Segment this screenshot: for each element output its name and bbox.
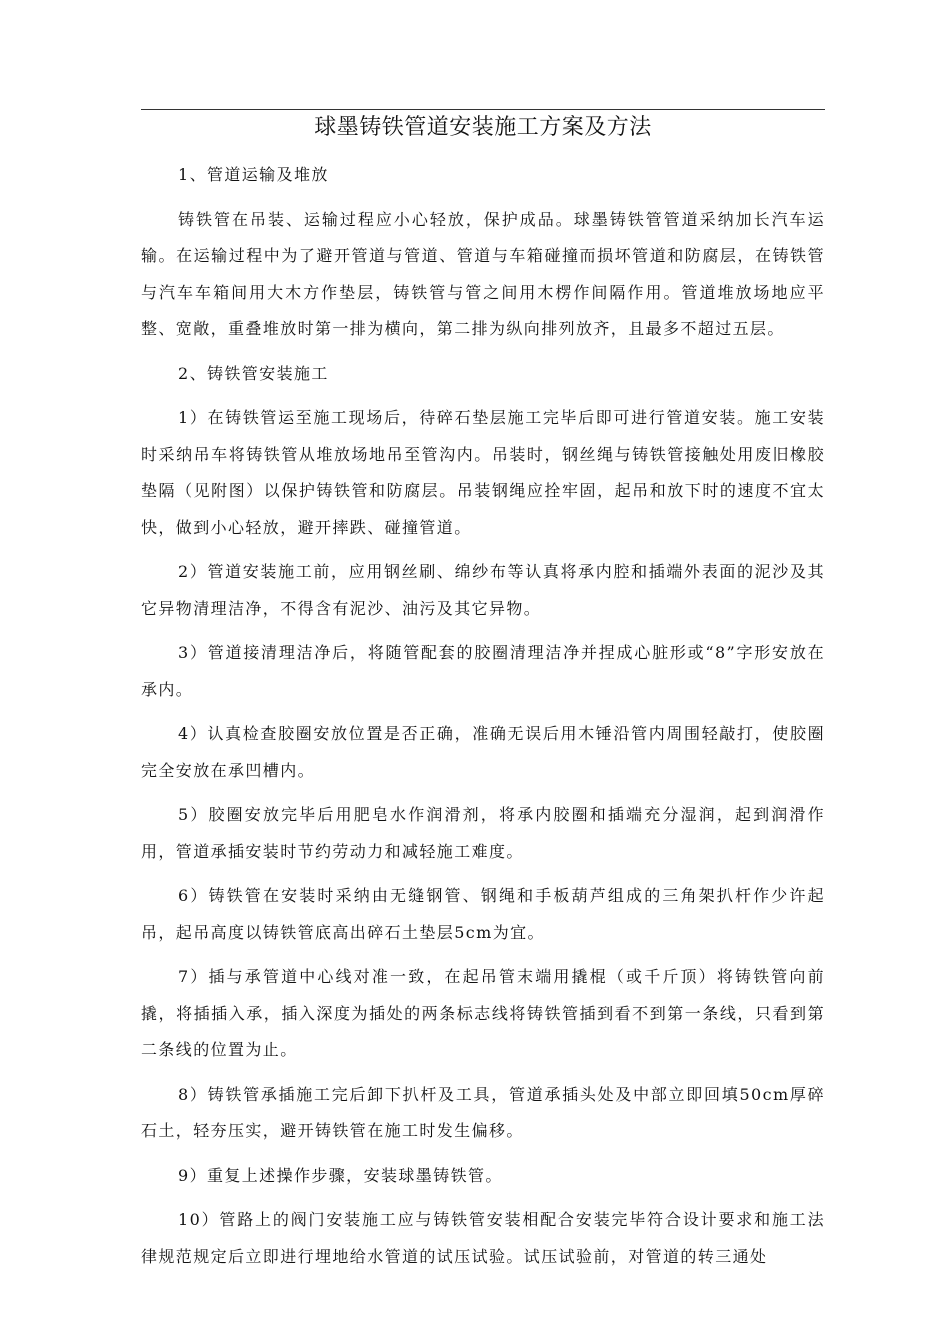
paragraph-step-7: 7）插与承管道中心线对准一致，在起吊管末端用撬棍（或千斤顶）将铸铁管向前撬，将插插入承，插入深度为插处的两条标志线将铸铁管插到看不到第一条线，只看到第二条线的位置为止。 [141,967,825,1059]
document-title: 球墨铸铁管道安装施工方案及方法 [314,115,652,140]
paragraph-step-10: 10）管路上的阀门安装施工应与铸铁管安装相配合安装完毕符合设计要求和施工法律规范规定后立即进行埋地给水管道的试压试验。试压试验前，对管道的转三通处 [141,1210,825,1266]
section-heading-installation: 2、铸铁管安装施工 [178,363,329,383]
document-body [141,157,825,1283]
paragraph-step-9: 9）重复上述操作步骤，安装球墨铸铁管。 [178,1165,503,1185]
paragraph-step-1: 1）在铸铁管运至施工现场后，待碎石垫层施工完毕后即可进行管道安装。施工安装时采纳吊车将铸铁管从堆放场地吊至管沟内。吊装时，钢丝绳与铸铁管接触处用废旧橡胶垫隔（见附图）以保护铸铁管和防腐层。吊装钢绳应拴牢固，起吊和放下时的速度不宜太快，做到小心轻放，避开摔跌、碰撞管道。 [141,408,825,537]
paragraph-step-6: 6）铸铁管在安装时采纳由无缝钢管、钢绳和手板葫芦组成的三角架扒杆作少许起吊，起吊高度以铸铁管底高出碎石土垫层5cm为宜。 [141,886,825,942]
paragraph-transport: 铸铁管在吊装、运输过程应小心轻放，保护成品。球墨铸铁管管道采纳加长汽车运输。在运输过程中为了避开管道与管道、管道与车箱碰撞而损坏管道和防腐层，在铸铁管与汽车车箱间用大木方作垫层，铸铁管与管之间用木楞作间隔作用。管道堆放场地应平整、宽敞，重叠堆放时第一排为横向，第二排为纵向排列放齐，且最多不超过五层。 [141,209,825,338]
header-rule [141,109,825,110]
paragraph-step-2: 2）管道安装施工前，应用钢丝刷、绵纱布等认真将承内腔和插端外表面的泥沙及其它异物清理洁净，不得含有泥沙、油污及其它异物。 [141,562,825,618]
paragraph-step-4: 4）认真检查胶圈安放位置是否正确，准确无误后用木锤沿管内周围轻敲打，使胶圈完全安放在承凹槽内。 [141,724,825,780]
section-heading-transport: 1、管道运输及堆放 [178,165,329,184]
paragraph-step-5: 5）胶圈安放完毕后用肥皂水作润滑剂，将承内胶圈和插端充分湿润，起到润滑作用，管道承插安装时节约劳动力和减轻施工难度。 [141,805,825,861]
paragraph-step-8: 8）铸铁管承插施工完后卸下扒杆及工具，管道承插头处及中部立即回填50cm厚碎石土，轻夯压实，避开铸铁管在施工时发生偏移。 [141,1084,825,1140]
paragraph-step-3: 3）管道接清理洁净后，将随管配套的胶圈清理洁净并捏成心脏形或“8”字形安放在承内。 [141,643,825,699]
